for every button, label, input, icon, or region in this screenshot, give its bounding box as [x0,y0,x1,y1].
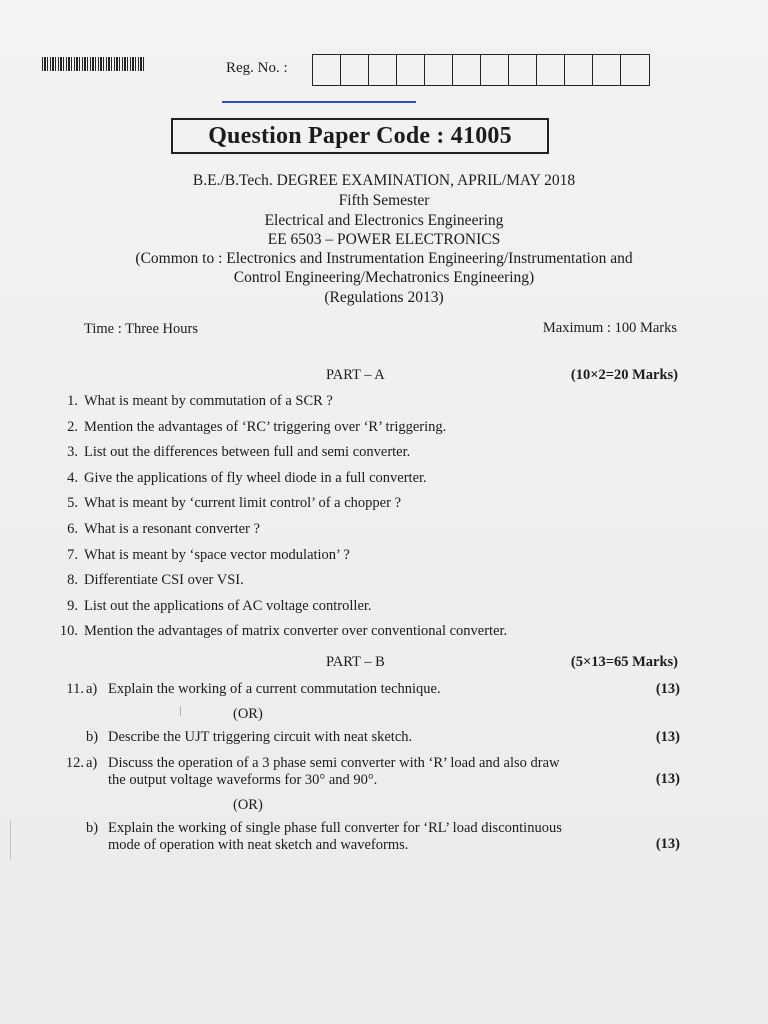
question-text-line-2: the output voltage waveforms for 30° and 90°. [108,772,378,788]
question-text-line-2: mode of operation with neat sketch and waveforms. [108,837,409,853]
part-a-title: PART – A [326,367,385,383]
question-number: 12. [65,755,84,771]
question-number: 2. [67,418,78,435]
question-number: 8. [67,572,78,589]
question-text: Mention the advantages of matrix converter over conventional converter. [84,623,508,640]
common-line-1: (Common to : Electronics and Instrumentation Engineering/Instrumentation and [135,250,633,267]
reg-no-box [537,55,565,85]
part-b-title: PART – B [326,654,385,670]
question-number: 4. [67,469,78,486]
or-separator: (OR) [233,706,263,722]
common-line-2: Control Engineering/Mechatronics Engineering) [233,269,535,286]
question-number: 10. [59,623,78,640]
question-number: 9. [67,597,78,614]
question-number: 7. [67,546,78,563]
blue-underline [222,101,416,103]
question-sub-label: b) [86,820,99,836]
degree-line: B.E./B.Tech. DEGREE EXAMINATION, APRIL/MAY 2018 [192,172,576,189]
question-number: 6. [67,521,78,537]
question-text: What is meant by commutation of a SCR ? [84,393,333,409]
max-marks-label: Maximum : 100 Marks [542,320,677,336]
question-text: Mention the advantages of ‘RC’ triggering over ‘R’ triggering. [84,418,447,435]
reg-no-box [341,55,369,85]
question-sub-label: a) [86,755,98,771]
barcode [42,57,146,71]
question-text: List out the applications of AC voltage controller. [84,597,372,614]
question-number: 3. [67,444,78,461]
reg-no-box [313,55,341,85]
reg-no-box [397,55,425,85]
reg-no-box [509,55,537,85]
subject-line: EE 6503 – POWER ELECTRONICS [267,231,501,248]
semester-line: Fifth Semester [338,192,430,209]
question-12b-marks: (13) [655,836,680,852]
question-text: List out the differences between full and semi converter. [84,444,411,461]
reg-no-box [453,55,481,85]
reg-no-box [565,55,593,85]
question-text-line-1: Explain the working of single phase full converter for ‘RL’ load discontinuous [108,820,562,836]
reg-no-label: Reg. No. : [226,60,288,76]
reg-no-box [481,55,509,85]
question-text: Describe the UJT triggering circuit with neat sketch. [108,729,413,745]
question-text: Give the applications of fly wheel diode in a full converter. [84,469,427,486]
regulations-line: (Regulations 2013) [324,289,444,306]
question-text-line-1: Discuss the operation of a 3 phase semi converter with ‘R’ load and also draw [108,755,560,771]
time-label: Time : Three Hours [84,321,198,337]
scan-mark [180,706,181,716]
question-12a-marks: (13) [655,771,680,787]
question-text: What is meant by ‘current limit control’ of a chopper ? [84,495,402,512]
question-paper-code: Question Paper Code : 41005 [171,118,549,154]
reg-no-box [425,55,453,85]
reg-no-box [369,55,397,85]
question-sub-label: b) [86,729,99,745]
question-text: What is meant by ‘space vector modulation’ ? [84,546,350,563]
part-b-marks: (5×13=65 Marks) [570,654,678,670]
reg-no-box [593,55,621,85]
question-number: 1. [67,393,78,409]
scan-mark [10,820,11,860]
question-sub-label: a) [86,681,98,697]
question-text: Explain the working of a current commutation technique. [108,681,441,697]
or-separator: (OR) [233,797,263,813]
reg-no-box [621,55,649,85]
question-text: What is a resonant converter ? [84,521,260,537]
question-11a-marks: (13) [655,681,680,697]
branch-line: Electrical and Electronics Engineering [264,212,504,229]
part-a-marks: (10×2=20 Marks) [570,367,678,383]
question-11b-marks: (13) [655,729,680,745]
question-text: Differentiate CSI over VSI. [84,572,244,589]
question-number: 5. [67,495,78,512]
reg-no-boxes [312,54,650,86]
question-number: 11. [66,681,84,697]
